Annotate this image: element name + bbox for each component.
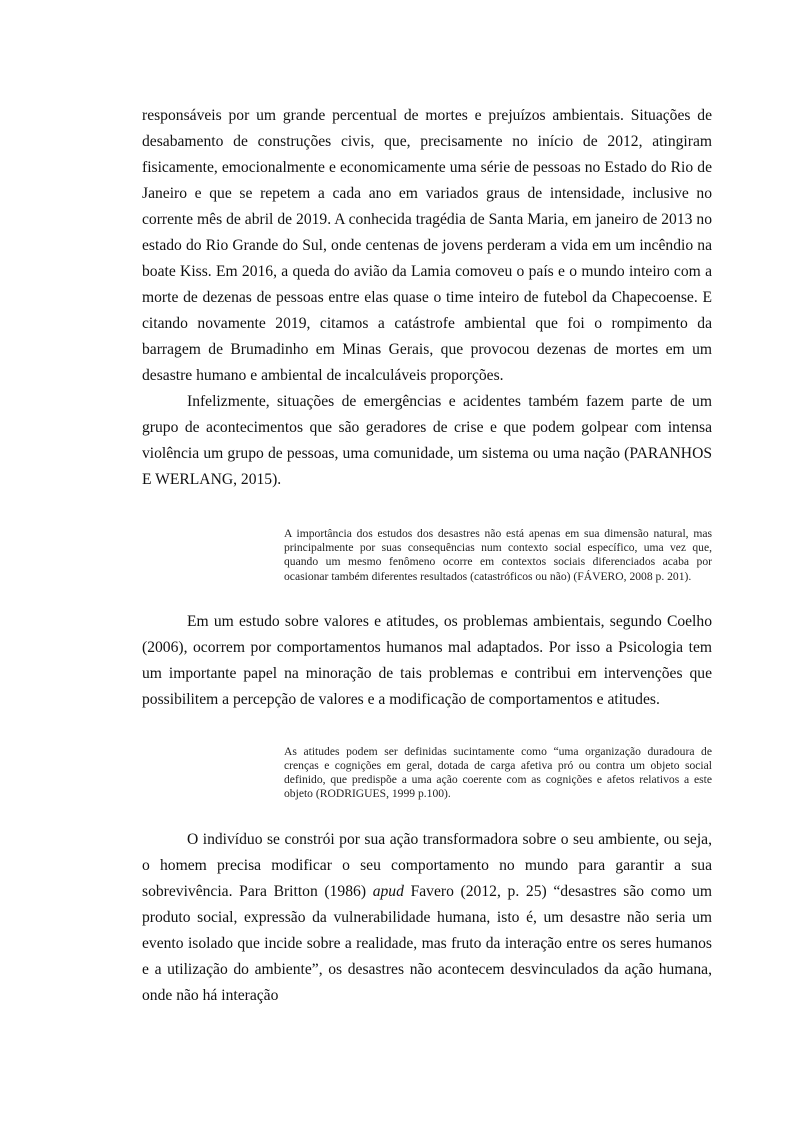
- block-quote-2: As atitudes podem ser definidas sucintamente como “uma organização duradoura de crenças e cognições em geral, dotada de carga afetiva pró ou contra um objeto social definido, que predispõe a uma ação coerente com as cognições e afetos relativos a este objeto (RODRIGUES, 1999 p.100).: [284, 744, 712, 801]
- body-paragraph-4-text-a: O indivíduo se constrói por sua ação transformadora sobre o seu ambiente, ou seja, o homem precisa modificar o seu comportamento no mundo para garantir a sua sobrevivência. Para Britton (1986): [142, 830, 712, 900]
- body-paragraph-4: [142, 827, 712, 1009]
- body-paragraph-4-text-b: Favero (2012, p. 25) “desastres são como um produto social, expressão da vulnerabilidade humana, isto é, um desastre não seria um evento isolado que incide sobre a realidade, mas fruto da interação entre os seres humanos e a utilização do ambiente”, os desastres não acontecem desvinculados da ação humana, onde não há interação: [142, 882, 712, 1004]
- body-paragraph-1: responsáveis por um grande percentual de mortes e prejuízos ambientais. Situações de desabamento de construções civis, que, precisamente no início de 2012, atingiram fisicamente, emocionalmente e economicamente uma série de pessoas no Estado do Rio de Janeiro e que se repetem a cada ano em variados graus de intensidade, inclusive no corrente mês de abril de 2019. A conhecida tragédia de Santa Maria, em janeiro de 2013 no estado do Rio Grande do Sul, onde centenas de jovens perderam a vida em um incêndio na boate Kiss. Em 2016, a queda do avião da Lamia comoveu o país e o mundo inteiro com a morte de dezenas de pessoas entre elas quase o time inteiro de futebol da Chapecoense. E citando novamente 2019, citamos a catástrofe ambiental que foi o rompimento da barragem de Brumadinho em Minas Gerais, que provocou dezenas de mortes em um desastre humano e ambiental de incalculáveis proporções.: [142, 107, 712, 384]
- body-paragraph-2: Infelizmente, situações de emergências e acidentes também fazem parte de um grupo de acontecimentos que são geradores de crise e que podem golpear com intensa violência um grupo de pessoas, uma comunidade, um sistema ou uma nação (PARANHOS E WERLANG, 2015).: [142, 393, 712, 488]
- body-paragraph-4-italic: apud: [372, 882, 404, 900]
- block-quote-1: A importância dos estudos dos desastres não está apenas em sua dimensão natural, mas principalmente por suas consequências num contexto social específico, uma vez que, quando um mesmo fenômeno ocorre em contextos sociais diferenciados acaba por ocasionar também diferentes resultados (catastróficos ou não) (FÁVERO, 2008 p. 201).: [284, 527, 712, 583]
- document-page: [142, 103, 712, 1009]
- body-paragraph-3: Em um estudo sobre valores e atitudes, os problemas ambientais, segundo Coelho (2006), ocorrem por comportamentos humanos mal adaptados. Por isso a Psicologia tem um importante papel na minoração de tais problemas e contribui em intervenções que possibilitem a percepção de valores e a modificação de comportamentos e atitudes.: [142, 612, 712, 708]
